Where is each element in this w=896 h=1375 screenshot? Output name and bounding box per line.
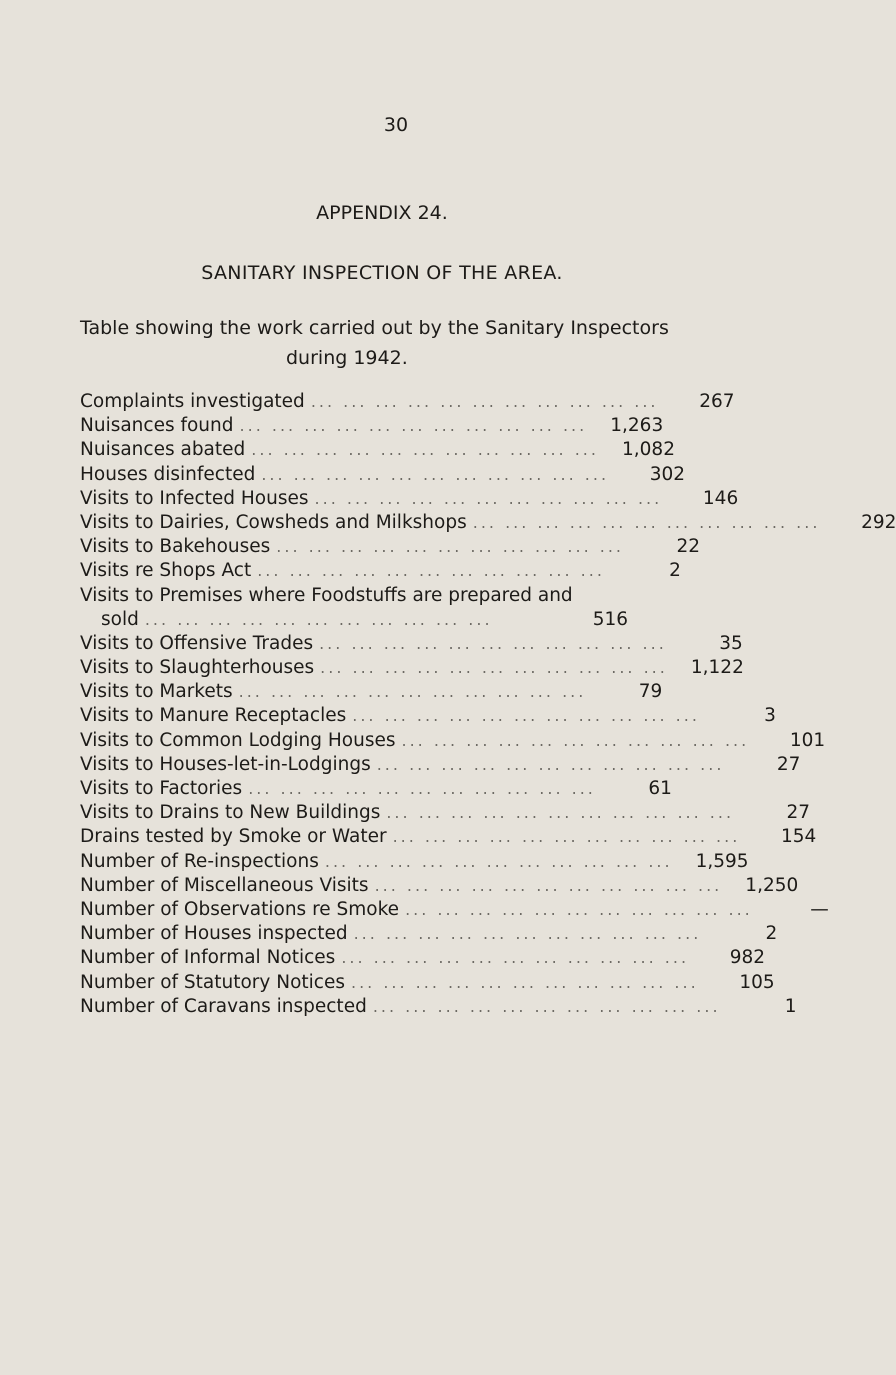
table-row	[80, 632, 743, 656]
table-row	[80, 995, 797, 1019]
row-value: 292	[861, 511, 896, 533]
row-label: Visits to Offensive Trades	[80, 632, 314, 654]
dot-leader: ... ... ... ... ... ... ... ... ... ... ...	[341, 948, 690, 968]
dot-leader: ... ... ... ... ... ... ... ... ... ... ...	[257, 561, 605, 581]
row-continuation	[80, 608, 628, 632]
table-row	[80, 535, 700, 559]
row-label: Drains tested by Smoke or Water	[80, 826, 387, 848]
table-caption	[80, 313, 760, 373]
row-value: 3	[764, 705, 776, 727]
table-row	[80, 680, 663, 704]
table-row	[80, 874, 799, 898]
dot-leader: ... ... ... ... ... ... ... ... ... ... ...	[276, 537, 624, 557]
dot-leader: ... ... ... ... ... ... ... ... ... ... ...	[238, 682, 587, 702]
row-label: Visits to Manure Receptacles	[80, 705, 347, 727]
row-label: Visits to Premises where Foodstuffs are prepared and	[80, 584, 573, 606]
row-label: Visits to Factories	[80, 778, 243, 799]
dot-leader: ... ... ... ... ... ... ... ... ... ... ...	[319, 633, 667, 653]
row-value: 154	[780, 826, 817, 848]
caption-line-1: Table showing the work carried out by the Sanitary Inspectors	[80, 317, 669, 339]
table-row	[80, 704, 776, 728]
dot-leader: ... ... ... ... ... ... ... ... ... ... ...	[251, 440, 599, 460]
row-value: 302	[649, 463, 686, 485]
dot-leader: ... ... ... ... ... ... ... ... ... ... ...	[401, 730, 750, 750]
table-row	[80, 825, 817, 849]
row-label: Complaints investigated	[80, 391, 305, 412]
row-label: Visits to Dairies, Cowsheds and Milkshops	[80, 511, 467, 533]
row-label: Number of Statutory Notices	[80, 971, 345, 993]
dot-leader: ... ... ... ... ... ... ... ... ... ... ...	[324, 851, 673, 871]
table-row	[80, 438, 675, 462]
table-row	[80, 511, 896, 535]
row-label: Nuisances found	[80, 415, 234, 437]
row-label: Number of Informal Notices	[80, 947, 336, 969]
page-number: 30	[383, 114, 409, 136]
table-row	[80, 922, 778, 946]
row-value: 2	[669, 560, 681, 582]
table-row	[80, 390, 735, 414]
table-row	[80, 584, 628, 632]
row-label: Visits to Infected Houses	[80, 487, 309, 509]
dot-leader: ... ... ... ... ... ... ... ... ... ... ...	[314, 488, 663, 508]
table-row	[80, 946, 766, 970]
table-row	[80, 463, 686, 487]
row-value: 101	[789, 729, 826, 751]
row-value: 1,122	[690, 657, 744, 679]
row-value: 1,082	[622, 439, 675, 461]
row-value: 1,250	[745, 874, 799, 896]
row-value: —	[810, 898, 829, 920]
dot-leader: ... ... ... ... ... ... ... ... ... ... ...	[392, 827, 741, 847]
table-row	[80, 559, 681, 583]
dot-leader: ... ... ... ... ... ... ... ... ... ... ...	[350, 972, 699, 992]
row-value: 35	[719, 632, 743, 654]
dot-leader: ... ... ... ... ... ... ... ... ... ... ...	[472, 512, 821, 532]
row-label: Number of Miscellaneous Visits	[80, 874, 369, 896]
row-value: 982	[729, 947, 766, 969]
row-label: Visits to Markets	[80, 681, 233, 703]
table-row	[80, 777, 672, 801]
dot-leader: ... ... ... ... ... ... ... ... ... ... ...	[386, 803, 735, 823]
dot-leader: ... ... ... ... ... ... ... ... ... ... ...	[374, 875, 723, 895]
dot-leader: ... ... ... ... ... ... ... ... ... ... ...	[352, 706, 700, 726]
row-label: Number of Re-inspections	[80, 850, 319, 872]
dot-leader: ... ... ... ... ... ... ... ... ... ... ...	[372, 996, 721, 1016]
dot-leader: ... ... ... ... ... ... ... ... ... ... ...	[144, 609, 493, 629]
row-value: 516	[592, 608, 628, 630]
row-label: Nuisances abated	[80, 439, 246, 461]
table-row	[80, 656, 744, 680]
table-row	[80, 729, 826, 753]
dot-leader: ... ... ... ... ... ... ... ... ... ... ...	[353, 924, 702, 944]
row-label: Number of Houses inspected	[80, 923, 348, 945]
row-label-continuation: sold	[101, 608, 139, 630]
table-row	[80, 971, 775, 995]
caption-line-2: during 1942.	[286, 347, 408, 369]
row-value: 79	[638, 681, 663, 703]
dot-leader: ... ... ... ... ... ... ... ... ... ... ...	[376, 754, 725, 774]
row-value: 1	[784, 995, 797, 1017]
table-row	[80, 414, 664, 438]
row-value: 61	[648, 778, 672, 799]
table-row	[80, 898, 829, 922]
row-value: 1,263	[610, 415, 664, 437]
row-value: 27	[786, 802, 811, 824]
row-value: 2	[765, 923, 778, 945]
row-label: Visits to Common Lodging Houses	[80, 729, 396, 751]
row-value: 105	[739, 971, 775, 993]
row-label: Number of Caravans inspected	[80, 995, 367, 1017]
row-value: 27	[776, 753, 801, 775]
table-row	[80, 487, 739, 511]
dot-leader: ... ... ... ... ... ... ... ... ... ... ...	[320, 658, 668, 678]
table-row	[80, 753, 801, 777]
row-label: Visits to Bakehouses	[80, 536, 271, 558]
row-label: Houses disinfected	[80, 463, 256, 485]
section-title: SANITARY INSPECTION OF THE AREA.	[201, 262, 563, 284]
dot-leader: ... ... ... ... ... ... ... ... ... ... ...	[261, 464, 610, 484]
row-label: Visits re Shops Act	[80, 560, 252, 582]
row-value: 22	[676, 536, 700, 558]
dot-leader: ... ... ... ... ... ... ... ... ... ... ...	[405, 899, 753, 919]
table-row	[80, 801, 811, 825]
row-value: 267	[699, 391, 735, 412]
table-row	[80, 850, 749, 874]
row-value: 146	[702, 487, 739, 509]
row-value: 1,595	[695, 850, 749, 872]
dot-leader: ... ... ... ... ... ... ... ... ... ... ...	[248, 779, 596, 798]
appendix-heading: APPENDIX 24.	[316, 202, 448, 224]
row-label: Visits to Slaughterhouses	[80, 657, 315, 679]
dot-leader: ... ... ... ... ... ... ... ... ... ... ...	[310, 392, 659, 411]
inspection-table	[80, 390, 896, 1019]
row-label: Number of Observations re Smoke	[80, 898, 400, 920]
row-label: Visits to Houses-let-in-Lodgings	[80, 753, 371, 775]
dot-leader: ... ... ... ... ... ... ... ... ... ... ...	[239, 416, 588, 436]
row-label: Visits to Drains to New Buildings	[80, 802, 381, 824]
